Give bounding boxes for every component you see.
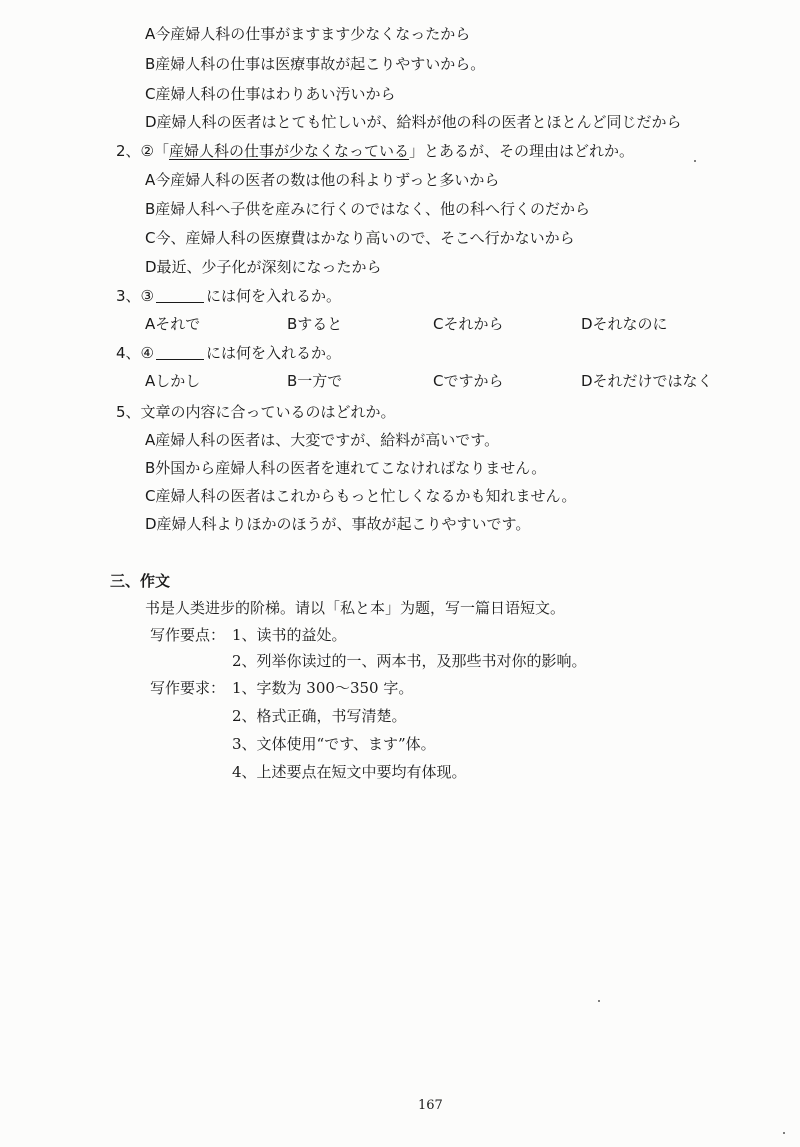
q4-option-c: Cですから <box>433 372 504 390</box>
scan-speck <box>598 1000 600 1002</box>
point-2: 2、列举你读过的一、两本书，及那些书对你的影响。 <box>232 652 587 670</box>
q1-option-d: D産婦人科の医者はとても忙しいが、給料が他の科の医者とほとんど同じだから <box>145 113 682 131</box>
q2-number: 2、②「 <box>116 142 169 160</box>
q5-option-b: B外国から産婦人科の医者を連れてこなければなりません。 <box>145 459 547 477</box>
scan-speck <box>694 160 696 162</box>
requirement-4: 4、上述要点在短文中要均有体现。 <box>232 763 467 781</box>
q2-quote: 産婦人科の仕事が少なくなっている <box>169 142 410 160</box>
q3-option-a: Aそれで <box>145 315 201 333</box>
page-number: 167 <box>418 1098 443 1113</box>
q4-stem <box>116 343 341 363</box>
scan-speck <box>783 1132 785 1134</box>
points-label: 写作要点： <box>150 626 226 644</box>
q2-option-b: B産婦人科へ子供を産みに行くのではなく、他の科へ行くのだから <box>145 200 590 218</box>
q1-option-a: A今産婦人科の仕事がますます少なくなったから <box>145 25 471 43</box>
section3-prompt: 书是人类进步的阶梯。请以「私と本」为题，写一篇日语短文。 <box>145 599 566 617</box>
q3-suffix: には何を入れるか。 <box>206 287 342 305</box>
q4-option-d: Dそれだけではなく <box>581 372 713 390</box>
q5-stem: 5、文章の内容に合っているのはどれか。 <box>116 403 396 421</box>
q3-option-d: Dそれなのに <box>581 315 668 333</box>
section3-heading: 三、作文 <box>110 572 171 590</box>
q2-option-d: D最近、少子化が深刻になったから <box>145 258 382 276</box>
q2-stem <box>116 141 634 161</box>
requirements-label: 写作要求： <box>150 679 226 697</box>
q3-stem <box>116 286 341 306</box>
q2-option-a: A今産婦人科の医者の数は他の科よりずっと多いから <box>145 171 500 189</box>
q2-option-c: C今、産婦人科の医療費はかなり高いので、そこへ行かないから <box>145 229 575 247</box>
q4-prefix: 4、④ <box>116 344 154 362</box>
requirement-2: 2、格式正确，书写清楚。 <box>232 707 407 725</box>
q2-rest: 」とあるが、その理由はどれか。 <box>409 142 635 160</box>
requirement-3: 3、文体使用“です、ます”体。 <box>232 735 436 753</box>
q4-suffix: には何を入れるか。 <box>206 344 342 362</box>
q5-option-c: C産婦人科の医者はこれからもっと忙しくなるかも知れません。 <box>145 487 577 505</box>
q3-option-c: Cそれから <box>433 315 504 333</box>
q3-option-b: Bすると <box>287 315 343 333</box>
q1-option-c: C産婦人科の仕事はわりあい汚いから <box>145 85 396 103</box>
point-1: 1、读书的益处。 <box>232 626 347 644</box>
q3-blank <box>156 288 204 303</box>
q5-option-a: A産婦人科の医者は、大変ですが、給料が高いです。 <box>145 431 500 449</box>
requirement-1: 1、字数为 300～350 字。 <box>232 679 414 697</box>
q1-option-b: B産婦人科の仕事は医療事故が起こりやすいから。 <box>145 55 486 73</box>
q4-option-b: B一方で <box>287 372 343 390</box>
q4-blank <box>156 345 204 360</box>
q5-option-d: D産婦人科よりほかのほうが、事故が起こりやすいです。 <box>145 515 531 533</box>
q3-prefix: 3、③ <box>116 287 154 305</box>
q4-option-a: Aしかし <box>145 372 201 390</box>
